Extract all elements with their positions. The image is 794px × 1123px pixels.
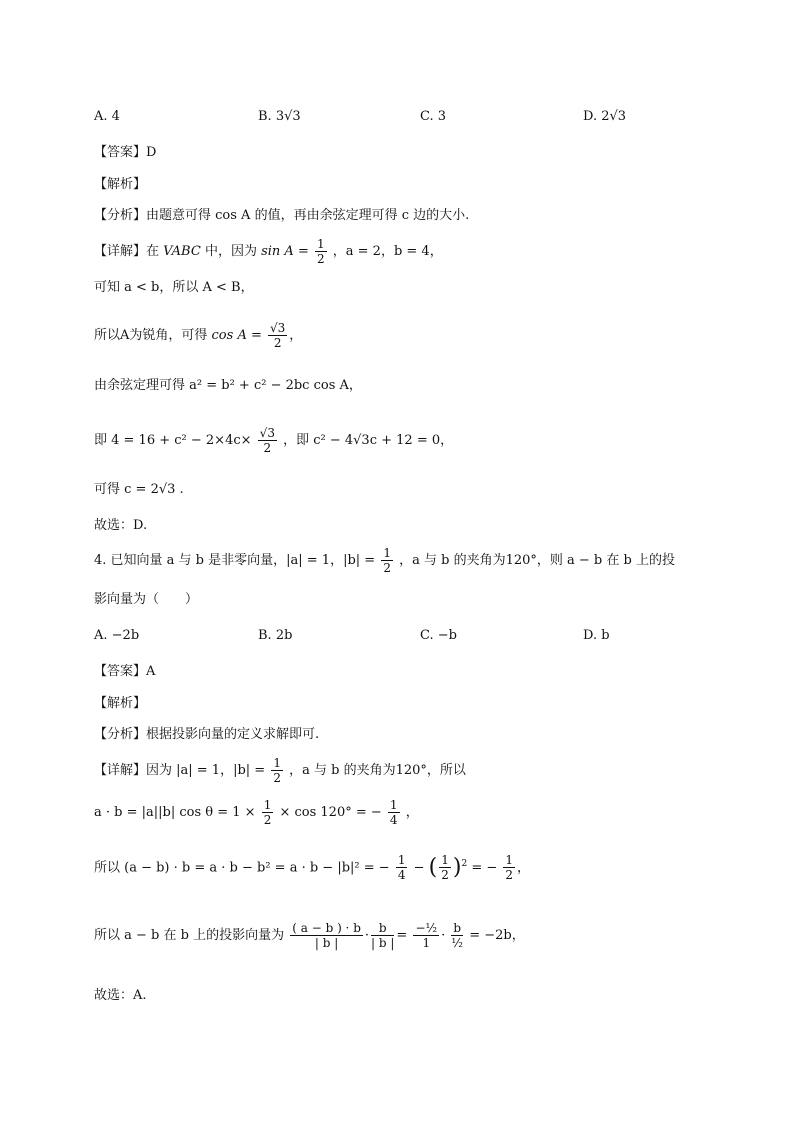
q4-sy1-line: 所以 (a − b) · b = a · b − b² = a · b − |b|² = − $\frac{1}{4}$ − ( $\frac{1}{2}$ )$^2$ = − $\frac{1}{2}$ ，	[94, 853, 531, 883]
fraction-half: $\frac{1}{2}$	[316, 237, 325, 266]
option-c: C. 3	[420, 109, 447, 124]
fraction-sqrt3-over-2: $\frac{√3}{2}$	[270, 321, 286, 350]
option-d	[583, 107, 626, 127]
q4-sy2-end: = −2b，	[469, 928, 525, 943]
triangle-label: VABC	[163, 244, 201, 259]
q4-analysis-head: 【解析】	[94, 696, 147, 711]
q4-line-gx: 故选：A.	[94, 988, 147, 1003]
paren-open: (	[428, 854, 438, 880]
q3-line-kd: 可得 c = 2√3 .	[94, 482, 184, 497]
q4-option-b: B. 2b	[258, 628, 293, 643]
fraction-quarter: $\frac{1}{4}$	[389, 798, 398, 827]
unit-vector: $\frac{b}{| b |}$	[371, 921, 395, 950]
q4-sy1-end: = −	[471, 860, 498, 876]
option-d-label: D.	[583, 109, 602, 124]
q4-dot-prefix: a · b = |a||b| cos θ = 1 ×	[94, 805, 256, 820]
fraction-sqrt3-over-2-b: $\frac{√3}{2}$	[259, 426, 275, 455]
cos-expression: cos A =	[211, 328, 262, 343]
fraction-quarter-b: $\frac{1}{4}$	[397, 853, 406, 883]
q3-analysis-head: 【解析】	[94, 177, 147, 192]
option-a: A. 4	[94, 109, 120, 124]
option-b	[258, 107, 301, 127]
q4-option-c: C. −b	[420, 628, 457, 643]
q4-dot-line	[94, 796, 419, 830]
q4-xj-prefix: 【详解】因为 |a| = 1，|b| =	[94, 763, 266, 778]
sin-expression: sin A =	[261, 244, 309, 259]
q4-stem1: 4. 已知向量 a 与 b 是非零向量，|a| = 1，|b| =	[94, 553, 376, 568]
projection-unit: $\frac{b}{\text{½}}$	[451, 921, 464, 950]
square-exponent: 2	[461, 859, 468, 869]
projection-value: $\frac{\text{−½}}{1}$	[415, 921, 438, 950]
q3-xiangjie-mid: 中，因为	[204, 244, 257, 259]
fraction-half-res: $\frac{1}{2}$	[505, 853, 514, 883]
q3-rj-prefix: 所以A为锐角，可得	[94, 328, 208, 343]
option-b-label: B.	[258, 109, 276, 124]
q3-ji-tail: ，即 c² − 4√3c + 12 = 0，	[283, 433, 454, 448]
q3-xiangjie	[94, 236, 443, 268]
option-b-value: 3√3	[275, 109, 301, 124]
q3-line-yx: 由余弦定理可得 a² = b² + c² − 2bc cos A，	[94, 378, 362, 393]
q4-xj-tail: ，a 与 b 的夹角为120°，所以	[289, 763, 466, 778]
q3-line-ji	[94, 424, 453, 458]
q4-xiangjie	[94, 755, 466, 787]
q4-sy1-mid: −	[413, 860, 425, 876]
q4-stem1-tail: ，a 与 b 的夹角为120°，则 a − b 在 b 上的投	[399, 553, 675, 568]
q4-dot-end: ，	[405, 805, 419, 820]
fraction-half-dot: $\frac{1}{2}$	[263, 798, 272, 827]
q4-sy2-prefix: 所以 a − b 在 b 上的投影向量为	[94, 928, 285, 943]
q3-line-gx: 故选：D.	[94, 518, 148, 533]
q4-answer: 【答案】A	[94, 664, 156, 679]
q3-xiangjie-tail: ，a = 2，b = 4，	[332, 244, 443, 259]
fraction-half-sq: $\frac{1}{2}$	[441, 853, 449, 883]
q3-ji-prefix: 即 4 = 16 + c² − 2×4c×	[94, 433, 252, 448]
q4-dot-mid: × cos 120° = −	[279, 805, 382, 820]
fraction-half-stem: $\frac{1}{2}$	[383, 546, 391, 575]
q3-fenxi: 【分析】由题意可得 cos A 的值，再由余弦定理可得 c 边的大小.	[94, 208, 470, 223]
q4-stem-line1	[94, 545, 675, 577]
q4-option-d: D. b	[583, 628, 610, 643]
q3-xiangjie-prefix: 【详解】在	[94, 244, 160, 259]
q3-line-rj: 所以A为锐角，可得 cos A = $\frac{√3}{2}$ ，	[94, 321, 303, 350]
fraction-half-xj: $\frac{1}{2}$	[273, 756, 281, 785]
q4-sy2-line: 所以 a − b 在 b 上的投影向量为 $\frac{( a - b ) \cdot b}{| b |}$ · $\frac{b}{| b |}$ = $\frac{\text{−½}}{1}$ · $\frac{b}{\text{½}}$ = −2b，	[94, 921, 525, 950]
q4-option-a: A. −2b	[94, 628, 140, 643]
q4-sy1-prefix: 所以 (a − b) · b = a · b − b² = a · b − |b|² = −	[94, 860, 390, 876]
q3-answer: 【答案】D	[94, 145, 157, 160]
q3-line-kz: 可知 a < b，所以 A < B，	[94, 280, 254, 295]
projection-formula: $\frac{( a - b ) \cdot b}{| b |}$	[292, 921, 361, 950]
q4-stem-line2: 影向量为（ ）	[94, 592, 199, 607]
q4-fenxi: 【分析】根据投影向量的定义求解即可.	[94, 727, 320, 742]
option-d-value: 2√3	[601, 109, 627, 124]
paren-close: )	[452, 854, 462, 880]
